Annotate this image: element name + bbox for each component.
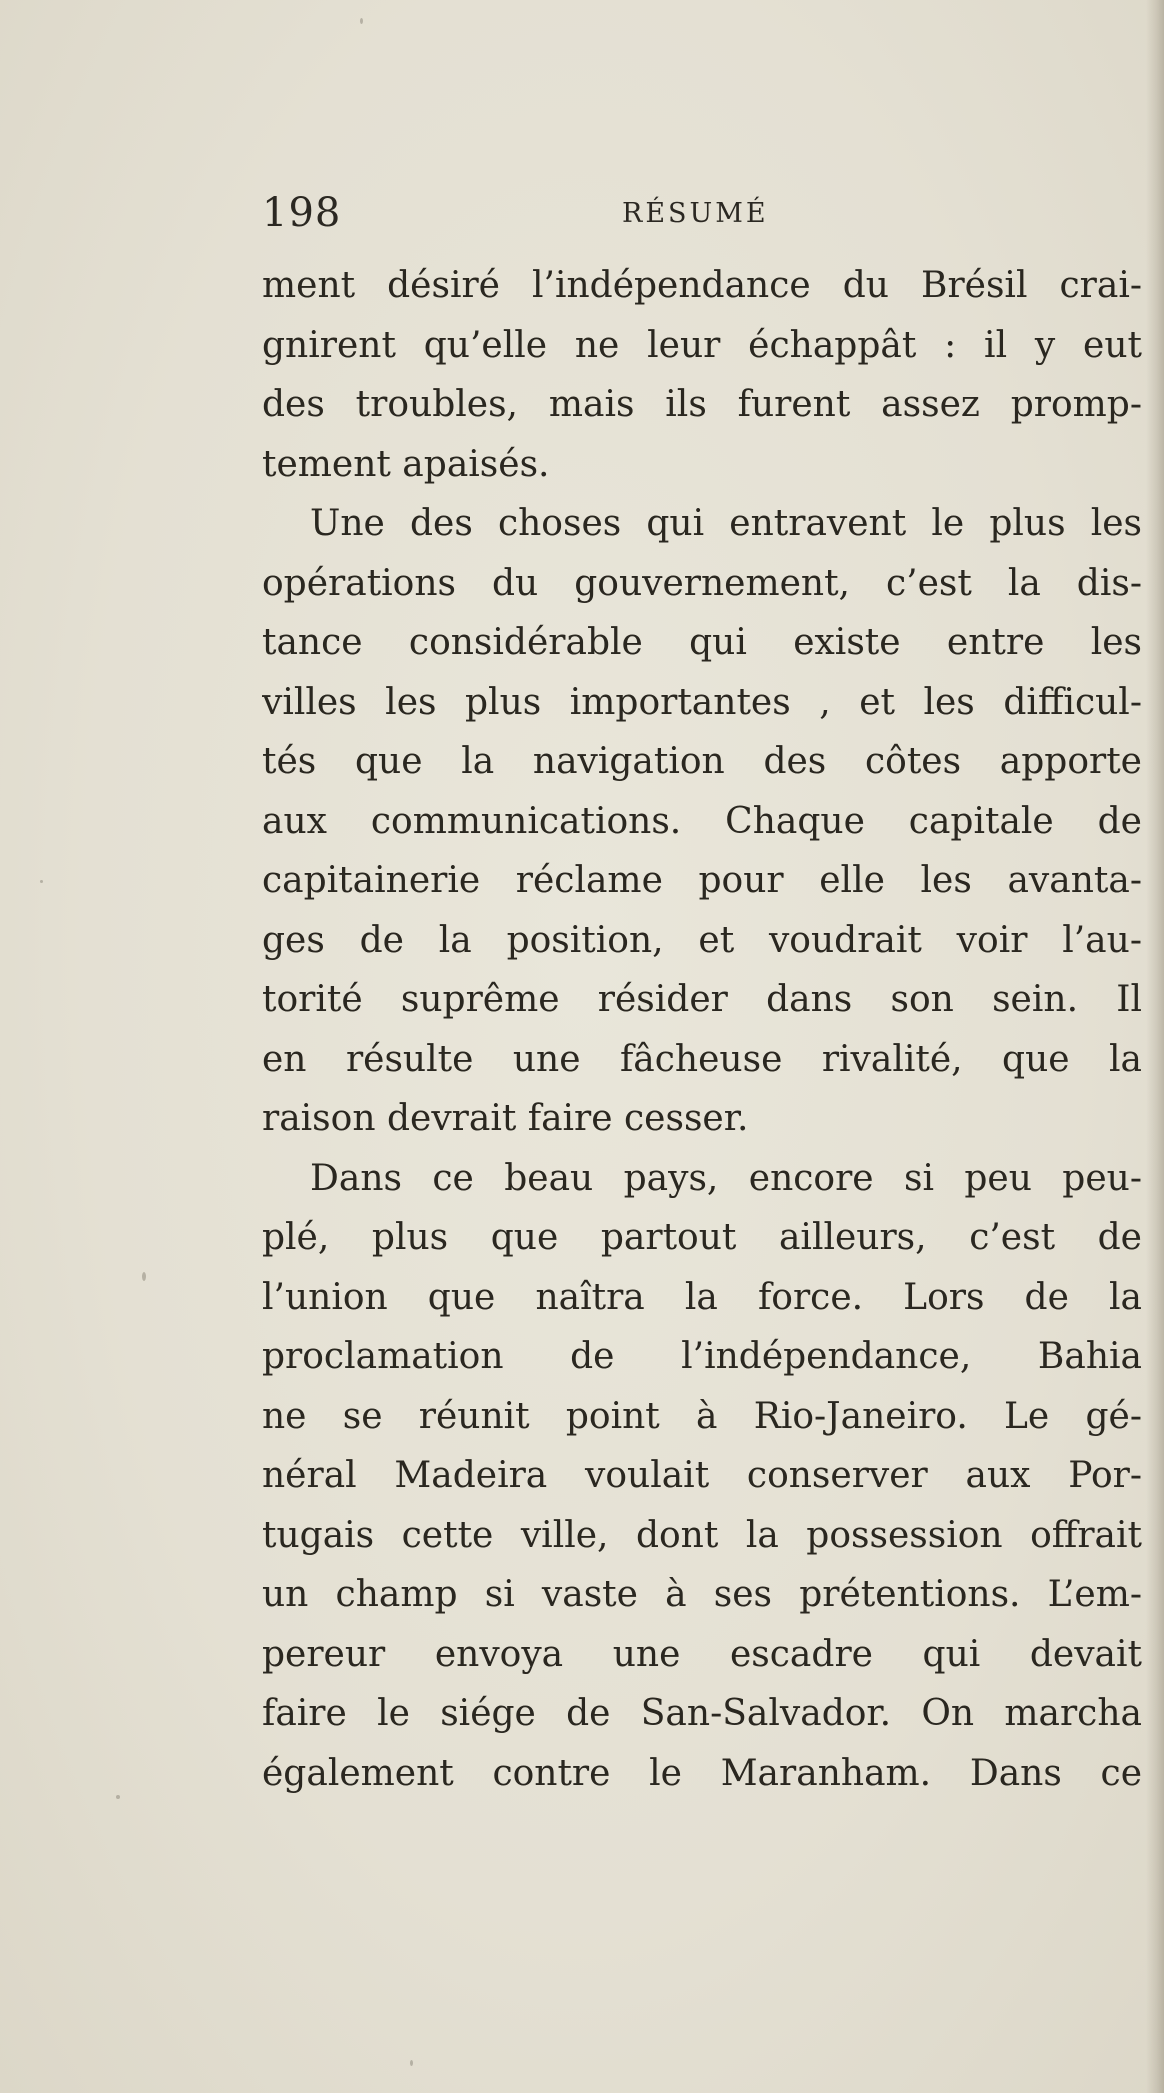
text-line: tement apaisés. [262, 443, 550, 485]
text-line: des troubles, mais ils furent assez promp- [262, 384, 1142, 425]
text-line: villes les plus importantes , et les difficul- [262, 681, 1142, 723]
text-line: proclamation de l’indépendance, Bahia [262, 1336, 1142, 1377]
text-line: opérations du gouvernement, c’est la dis- [262, 562, 1142, 604]
paper-speck [142, 1272, 146, 1281]
paper-speck [360, 18, 363, 24]
text-line: gnirent qu’elle ne leur échappât : il y eut [262, 324, 1142, 366]
text-line: faire le siége de San-Salvador. On marcha [262, 1693, 1142, 1734]
text-line: pereur envoya une escadre qui devait [262, 1633, 1142, 1675]
page-header [262, 190, 1142, 246]
body-text [262, 256, 1142, 1803]
text-line: Dans ce beau pays, encore si peu peu- [310, 1157, 1142, 1199]
running-head: RÉSUMÉ [622, 198, 769, 229]
text-line: en résulte une fâcheuse rivalité, que la [262, 1038, 1142, 1080]
text-line: également contre le Maranham. Dans ce [262, 1752, 1142, 1794]
text-line: torité suprême résider dans son sein. Il [262, 979, 1142, 1020]
text-line: raison devrait faire cesser. [262, 1098, 749, 1139]
text-line: ment désiré l’indépendance du Brésil crai- [262, 265, 1142, 306]
text-line: l’union que naîtra la force. Lors de la [262, 1276, 1142, 1318]
text-line: aux communications. Chaque capitale de [262, 800, 1142, 842]
text-line: tugais cette ville, dont la possession offrait [262, 1514, 1142, 1556]
text-line: ges de la position, et voudrait voir l’au- [262, 919, 1142, 961]
paragraph [262, 494, 1142, 1149]
text-line: ne se réunit point à Rio-Janeiro. Le gé- [262, 1395, 1142, 1437]
paper-speck [410, 2060, 413, 2066]
text-line: Une des choses qui entravent le plus les [310, 503, 1142, 544]
text-line: tés que la navigation des côtes apporte [262, 741, 1142, 782]
text-line: tance considérable qui existe entre les [262, 622, 1142, 663]
paper-speck [116, 1795, 120, 1799]
paper-speck [40, 880, 43, 883]
page-number: 198 [262, 190, 342, 236]
text-line: capitainerie réclame pour elle les avanta- [262, 860, 1142, 901]
text-line: un champ si vaste à ses prétentions. L’em- [262, 1574, 1142, 1615]
page-edge-shadow [1146, 0, 1164, 2093]
text-line: néral Madeira voulait conserver aux Por- [262, 1455, 1142, 1496]
text-line: plé, plus que partout ailleurs, c’est de [262, 1217, 1142, 1258]
paragraph [262, 256, 1142, 494]
paragraph [262, 1149, 1142, 1804]
